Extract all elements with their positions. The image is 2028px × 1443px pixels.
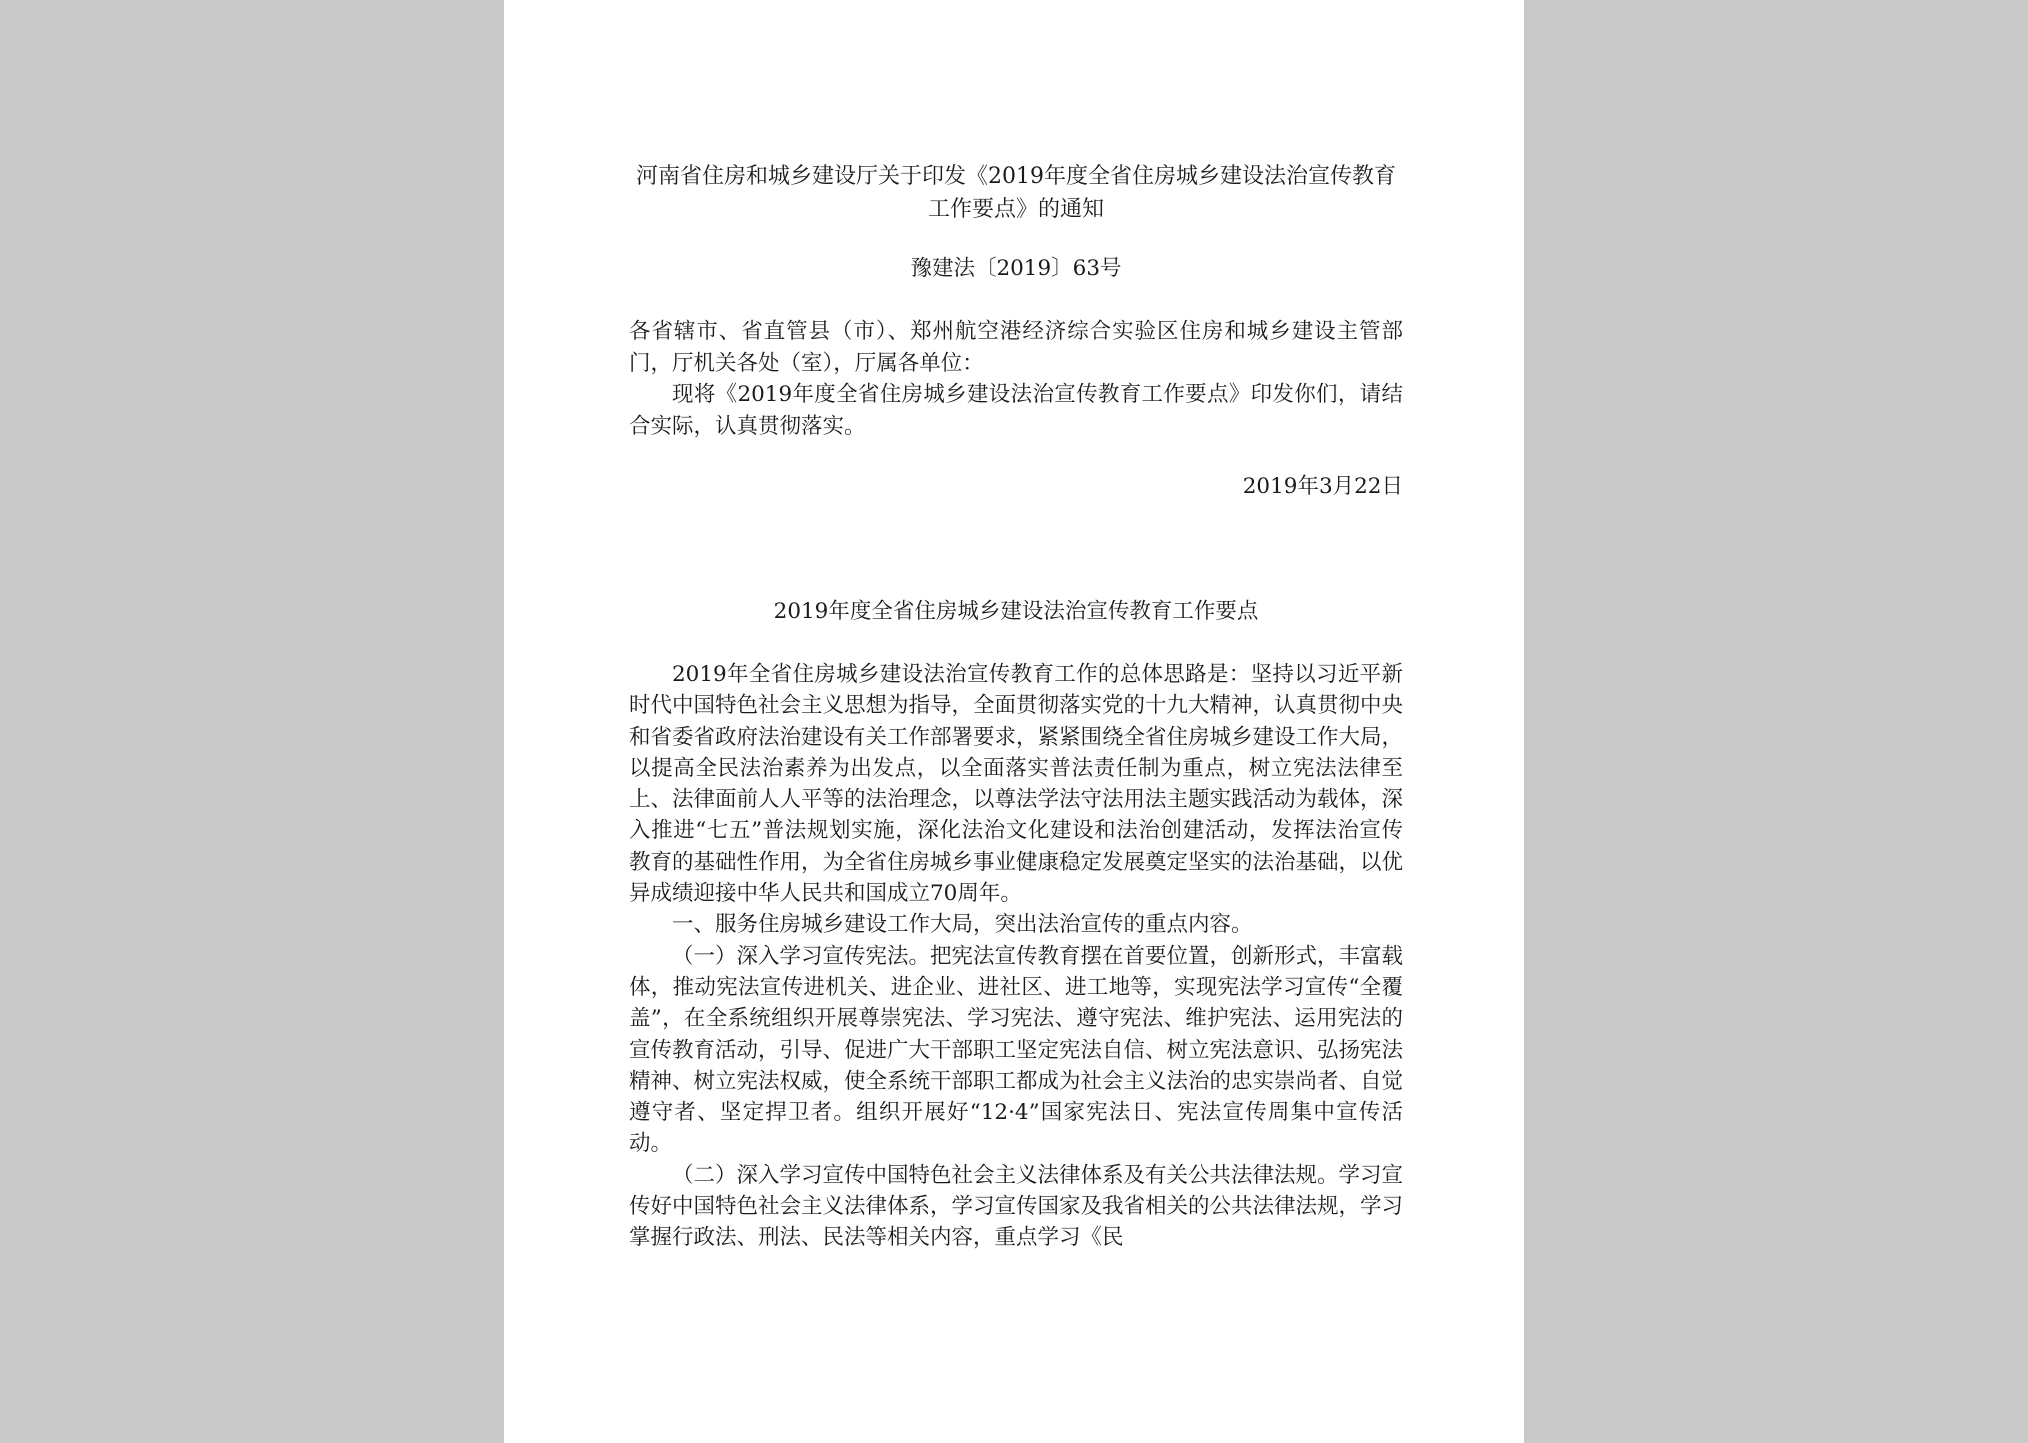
paragraph-item-1: （一）深入学习宣传宪法。把宪法宣传教育摆在首要位置，创新形式，丰富载体，推动宪法宣传进机关、进企业、进社区、进工地等，实现宪法学习宣传“全覆盖”，在全系统组织开展尊崇宪法、学习宪法、遵守宪法、维护宪法、运用宪法的宣传教育活动，引导、促进广大干部职工坚定宪法自信、树立宪法意识、弘扬宪法精神、树立宪法权威，使全系统干部职工都成为社会主义法治的忠实崇尚者、自觉遵守者、坚定捍卫者。组织开展好“12·4”国家宪法日、宪法宣传周集中宣传活动。 (629, 943, 1404, 1157)
paragraph-item-2: （二）深入学习宣传中国特色社会主义法律体系及有关公共法律法规。学习宣传好中国特色社会主义法律体系，学习宣传国家及我省相关的公共法律法规，学习掌握行政法、刑法、民法等相关内容，重点学习《民 (629, 1162, 1404, 1251)
issue-date: 2019年3月22日 (1242, 474, 1403, 499)
section-heading-1: 一、服务住房城乡建设工作大局，突出法治宣传的重点内容。 (672, 912, 1253, 938)
intro-paragraph: 现将《2019年度全省住房城乡建设法治宣传教育工作要点》印发你们，请结合实际，认真贯彻落实。 (629, 382, 1403, 439)
attachment-title: 2019年度全省住房城乡建设法治宣传教育工作要点 (773, 599, 1259, 624)
body-text (629, 659, 1403, 1254)
document-number: 豫建法〔2019〕63号 (910, 256, 1122, 281)
document-page (504, 0, 1524, 1443)
paragraph-overview: 2019年全省住房城乡建设法治宣传教育工作的总体思路是：坚持以习近平新时代中国特色社会主义思想为指导，全面贯彻落实党的十九大精神，认真贯彻中央和省委省政府法治建设有关工作部署要求，紧紧围绕全省住房城乡建设工作大局，以提高全民法治素养为出发点，以全面落实普法责任制为重点，树立宪法法律至上、法律面前人人平等的法治理念，以尊法学法守法用法主题实践活动为载体，深入推进“七五”普法规划实施，深化法治文化建设和法治创建活动，发挥法治宣传教育的基础性作用，为全省住房城乡事业健康稳定发展奠定坚实的法治基础，以优异成绩迎接中华人民共和国成立70周年。 (629, 662, 1404, 907)
addressee: 各省辖市、省直管县（市）、郑州航空港经济综合实验区住房和城乡建设主管部门，厅机关各处（室），厅属各单位： (629, 319, 1403, 376)
document-title: 河南省住房和城乡建设厅关于印发《2019年度全省住房城乡建设法治宣传教育工作要点》的通知 (636, 164, 1396, 222)
